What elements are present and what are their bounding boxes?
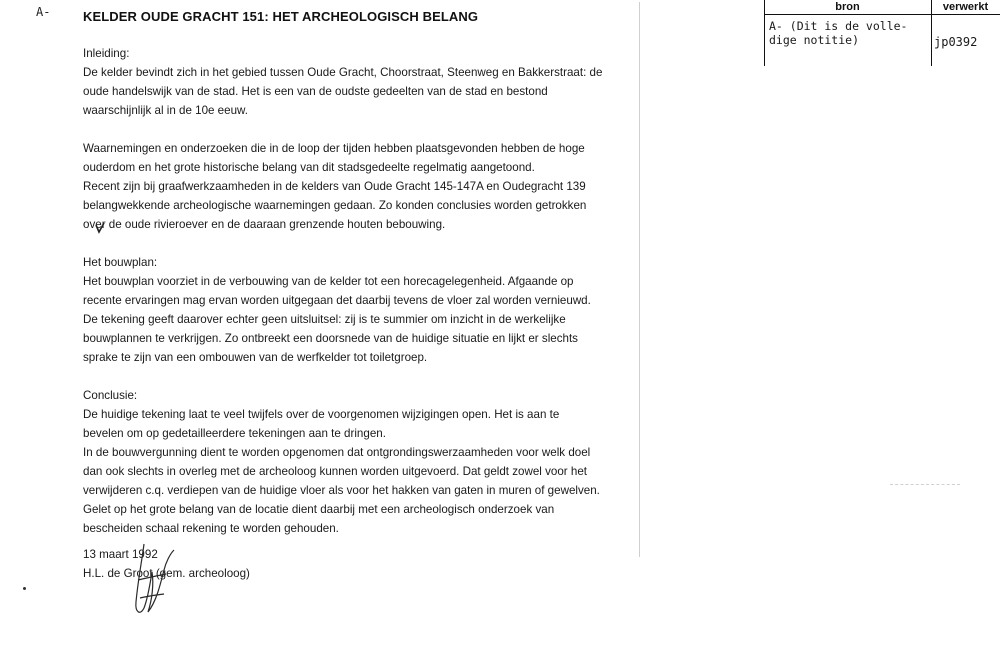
faint-dash [890,484,960,485]
paragraph-line: De kelder bevindt zich in het gebied tussen Oude Gracht, Choorstraat, Steenweg en Bakkerstraat: de [83,66,603,79]
document-title: KELDER OUDE GRACHT 151: HET ARCHEOLOGISCH BELANG [83,9,479,24]
spacer [83,234,628,253]
paragraph-line: ouderdom en het grote historische belang van dit stadsgedeelte regelmatig aangetoond. [83,161,535,174]
section-heading-conclusie: Conclusie: [83,389,138,402]
page-marker: A- [36,5,51,19]
page-edge-rule [639,2,640,557]
paragraph-line: belangwekkende archeologische waarnemingen gedaan. Zo konden conclusies worden getrokken [83,199,587,212]
paragraph-line: oude handelswijk van de stad. Het is een van de oudste gedeelten van de stad en bestond [83,85,548,98]
handwritten-signature-icon [130,540,180,620]
margin-check-mark [95,222,105,234]
table-header-bron: bron [835,1,860,13]
paragraph-line: over de oude rivieroever en de daaraan grenzende houten bebouwing. [83,218,446,231]
paragraph-line: sprake te zijn van een ombouwen van de werfkelder tot toiletgroep. [83,351,428,364]
paragraph-line: De huidige tekening laat te veel twijfels over de voorgenomen wijzigingen open. Het is aan te [83,408,560,421]
paragraph-line: Gelet op het grote belang van de locatie dient daarbij met een archeologisch onderzoek van [83,503,555,516]
paragraph-line: bescheiden schaal rekening te worden gehouden. [83,522,339,535]
table-cell-bron [769,19,929,47]
paragraph-line: Recent zijn bij graafwerkzaamheden in de kelders van Oude Gracht 145-147A en Oudegracht 139 [83,180,586,193]
speck [23,587,26,590]
table-header-verwerkt: verwerkt [942,1,989,13]
paragraph-line: dan ook slechts in overleg met de archeoloog kunnen worden uitgevoerd. Dat geldt zowel voor het [83,465,587,478]
paragraph-line: verwijderen c.q. verdiepen van de huidige vloer als voor het hakken van gaten in muren of gewelven. [83,484,600,497]
paragraph-line: De tekening geeft daarover echter geen uitsluitsel: zij is te summier om inzicht in de werkelijke [83,313,566,326]
section-heading-bouwplan: Het bouwplan: [83,256,158,269]
paragraph-line: Het bouwplan voorziet in de verbouwing van de kelder tot een horecagelegenheid. Afgaande op [83,275,574,288]
paragraph-line: In de bouwvergunning dient te worden opgenomen dat ontgrondingswerzaamheden voor welk doel [83,446,591,459]
bron-verwerkt-table [764,0,1000,66]
section-heading-inleiding: Inleiding: [83,47,130,60]
document-date: 13 maart 1992 [83,548,158,561]
paragraph-line: bouwplannen te verkrijgen. Zo ontbreekt een doorsnede van de huidige situatie en lijkt er slechts [83,332,578,345]
table-cell-verwerkt: jp0392 [934,35,978,49]
paragraph-line: recente ervaringen mag ervan worden uitgegaan det daarbij tevens de vloer zal worden vernieuwd. [83,294,591,307]
bron-line: A- (Dit is de volle- [769,19,908,33]
table-column-rule [931,0,932,66]
paragraph-line: bevelen om op gedetailleerdere tekeningen aan te dringen. [83,427,386,440]
signatory-name: H.L. de Groot (gem. archeoloog) [83,567,250,580]
bron-line: dige notitie) [769,33,860,47]
spacer [83,120,628,139]
document-body [83,44,628,583]
paragraph-line: Waarnemingen en onderzoeken die in de loop der tijden hebben plaatsgevonden hebben de hoge [83,142,585,155]
table-header-rule [764,14,1000,15]
spacer [83,367,628,386]
paragraph-line: waarschijnlijk al in de 10e eeuw. [83,104,248,117]
table-left-rule [764,0,765,66]
